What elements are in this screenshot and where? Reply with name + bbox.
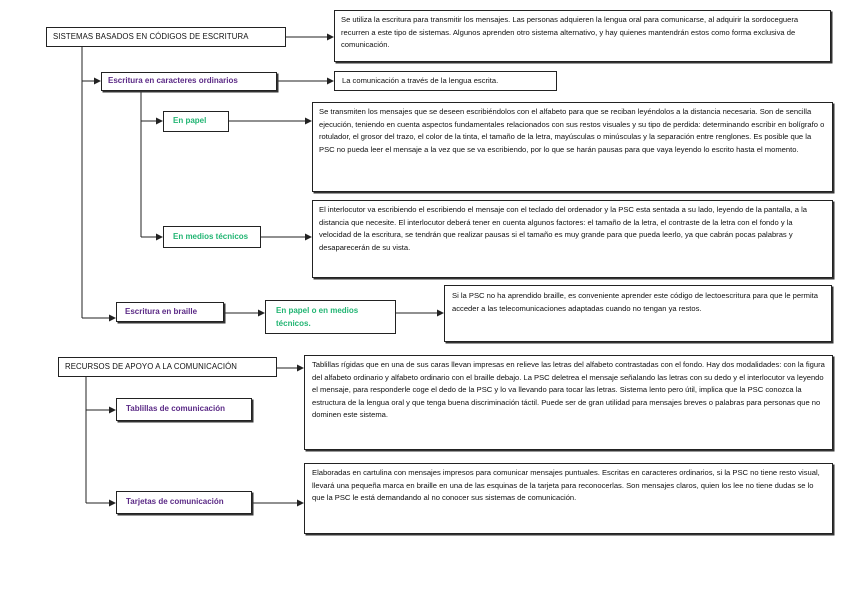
technical-description: El interlocutor va escribiendo el escribiendo el mensaje con el teclado del ordenador y la PSC esta sentada a su lado, leyendo de la pantalla, a la distancia que necesite. El interlocutor deberá tener en cuenta algunos factores: el tamaño de la letra, el contraste de la letra con el fondo y la velocidad de la escritura, se tendrán que realizar pausas si el tamaño es muy grande para que pueda leerlo, ya que cabrán pocas palabras y desaparecerán de su vista. xyxy=(312,200,833,278)
tablillas-node: Tablillas de comunicación xyxy=(116,398,252,421)
tarjetas-description: Elaboradas en cartulina con mensajes impresos para comunicar mensajes puntuales. Escritas en caracteres ordinarios, si la PSC no tiene resto visual, llevará una pequeña marca en braille en una de las esquinas de la tarjeta para reconocerlas. Son mensajes claros, quien los lee no tiene dudas se lo que la PSC le está demandando al no conocer sus sistemas de comunicación. xyxy=(304,463,833,534)
tablillas-description: Tablillas rígidas que en una de sus caras llevan impresas en relieve las letras del alfabeto contrastadas con el fondo. Hay dos modalidades: con la figura del alfabeto ordinario y alfabeto ordinario con el braille debajo. La PSC deletrea el mensaje señalando las letras con su dedo y el interlocutor va leyendo el mensaje, para responderle coge el dedo de la PSC y lo va llevando para tocar las letras. Sistema lento pero útil, implica que la PSC conozca la estructura de la lengua oral y que tenga buena discriminación táctil. Puede ser de gran utilidad para mensajes breves o palabras para personas que no dominen este sistema. xyxy=(304,355,833,450)
technical-node: En medios técnicos xyxy=(163,226,261,248)
section2-title: RECURSOS DE APOYO A LA COMUNICACIÓN xyxy=(58,357,277,377)
braille-node: Escritura en braille xyxy=(116,302,224,322)
paper-node: En papel xyxy=(163,111,229,132)
ordinary-writing-description: La comunicación a través de la lengua escrita. xyxy=(334,71,557,91)
braille-medium-node: En papel o en medios técnicos. xyxy=(265,300,396,334)
paper-description: Se transmiten los mensajes que se deseen escribiéndolos con el alfabeto para que se reciban leyéndolos a la distancia necesaria. Son de sencilla ejecución, teniendo en cuenta aspectos fundamentales relacionados con sus restos visuales y su tipo de perdida: determinando escribir en bolígrafo o rotulador, el grosor del trazo, el color de la tinta, el tamaño de la letra, mayúsculas o minúsculas y la separación entre renglones. Es posible que la PSC no pueda leer el mensaje a la vez que se va escribiendo, por lo que se harán pausas para que vaya leyendo lo escrito hasta el momento. xyxy=(312,102,833,192)
braille-description: Si la PSC no ha aprendido braille, es conveniente aprender este código de lectoescritura para que le permita acceder a las telecomunicaciones adaptadas cuando no tengan ya restos. xyxy=(444,285,832,342)
ordinary-writing-node: Escritura en caracteres ordinarios xyxy=(101,72,277,91)
section1-description: Se utiliza la escritura para transmitir los mensajes. Las personas adquieren la lengua oral para comunicarse, al adquirir la sordoceguera recurren a este tipo de sistemas. Algunos aprenden otro sistema alternativo, y hay quienes mantendrán estos como forma exclusiva de comunicación. xyxy=(334,10,831,62)
tarjetas-node: Tarjetas de comunicación xyxy=(116,491,252,514)
section1-title: SISTEMAS BASADOS EN CÓDIGOS DE ESCRITURA xyxy=(46,27,286,47)
